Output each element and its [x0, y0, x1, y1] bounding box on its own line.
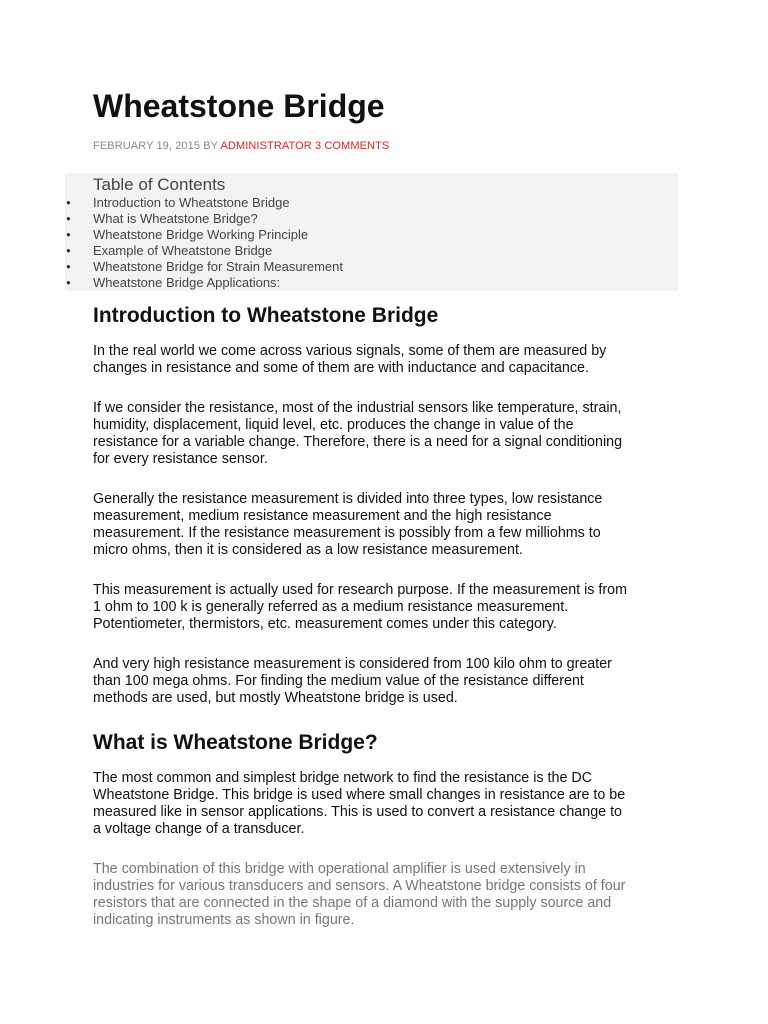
text-line: measurement, medium resistance measurement and the high resistance: [93, 508, 552, 524]
page-title: Wheatstone Bridge: [93, 88, 385, 124]
paragraph: [93, 770, 693, 838]
section-heading-introduction: Introduction to Wheatstone Bridge: [93, 304, 439, 327]
paragraph: [93, 491, 693, 559]
toc-item-label[interactable]: Example of Wheatstone Bridge: [93, 243, 273, 258]
toc-item-label[interactable]: Introduction to Wheatstone Bridge: [93, 195, 290, 210]
text-line: changes in resistance and some of them are with inductance and capacitance.: [93, 360, 589, 376]
text-line: for every resistance sensor.: [93, 451, 268, 467]
text-line: This measurement is actually used for research purpose. If the measurement is from: [93, 582, 627, 598]
text-line: And very high resistance measurement is considered from 100 kilo ohm to greater: [93, 656, 612, 672]
text-line: a voltage change of a transducer.: [93, 821, 305, 837]
text-line: industries for various transducers and sensors. A Wheatstone bridge consists of four: [93, 878, 626, 894]
paragraph: [93, 400, 693, 468]
text-line: 1 ohm to 100 k is generally referred as a medium resistance measurement.: [93, 599, 569, 615]
text-line: The combination of this bridge with operational amplifier is used extensively in: [93, 861, 586, 877]
text-line: micro ohms, then it is considered as a low resistance measurement.: [93, 542, 523, 558]
text-line: Wheatstone Bridge. This bridge is used where small changes in resistance are to be: [93, 787, 626, 803]
author-link[interactable]: ADMINISTRATOR: [220, 140, 312, 152]
text-line: methods are used, but mostly Wheatstone bridge is used.: [93, 690, 458, 706]
bullet-icon: ●: [66, 214, 71, 223]
toc-item-label[interactable]: What is Wheatstone Bridge?: [93, 211, 258, 226]
bullet-icon: ●: [66, 246, 71, 255]
paragraph: [93, 343, 693, 377]
toc-item-label[interactable]: Wheatstone Bridge for Strain Measurement: [93, 259, 344, 274]
text-line: Generally the resistance measurement is divided into three types, low resistance: [93, 491, 603, 507]
paragraph: [93, 656, 693, 707]
bullet-icon: ●: [66, 262, 71, 271]
text-line: indicating instruments as shown in figure.: [93, 912, 355, 928]
text-line: Potentiometer, thermistors, etc. measurement comes under this category.: [93, 616, 557, 632]
bullet-icon: ●: [66, 278, 71, 287]
paragraph: [93, 582, 693, 633]
text-line: The most common and simplest bridge network to find the resistance is the DC: [93, 770, 593, 786]
toc-item-label[interactable]: Wheatstone Bridge Applications:: [93, 275, 281, 290]
text-line: measured like in sensor applications. This is used to convert a resistance change to: [93, 804, 623, 820]
post-date: FEBRUARY 19, 2015: [93, 140, 201, 152]
bullet-icon: ●: [66, 198, 71, 207]
toc-item-label[interactable]: Wheatstone Bridge Working Principle: [93, 227, 309, 242]
comments-link[interactable]: 3 COMMENTS: [314, 140, 390, 152]
post-by: BY: [203, 140, 218, 152]
text-line: resistance for a variable change. Therefore, there is a need for a signal conditioning: [93, 434, 623, 450]
post-meta: [93, 139, 389, 153]
section-heading-what-is: What is Wheatstone Bridge?: [93, 731, 378, 754]
text-line: measurement. If the resistance measurement is possibly from a few milliohms to: [93, 525, 601, 541]
toc-title: Table of Contents: [93, 175, 226, 194]
text-line: humidity, displacement, liquid level, etc. produces the change in value of the: [93, 417, 574, 433]
text-line: resistors that are connected in the shape of a diamond with the supply source and: [93, 895, 612, 911]
text-line: If we consider the resistance, most of the industrial sensors like temperature, strain,: [93, 400, 622, 416]
text-line: than 100 mega ohms. For finding the medium value of the resistance different: [93, 673, 584, 689]
table-of-contents: [65, 173, 678, 291]
text-line: In the real world we come across various signals, some of them are measured by: [93, 343, 607, 359]
paragraph: [93, 861, 693, 929]
bullet-icon: ●: [66, 230, 71, 239]
